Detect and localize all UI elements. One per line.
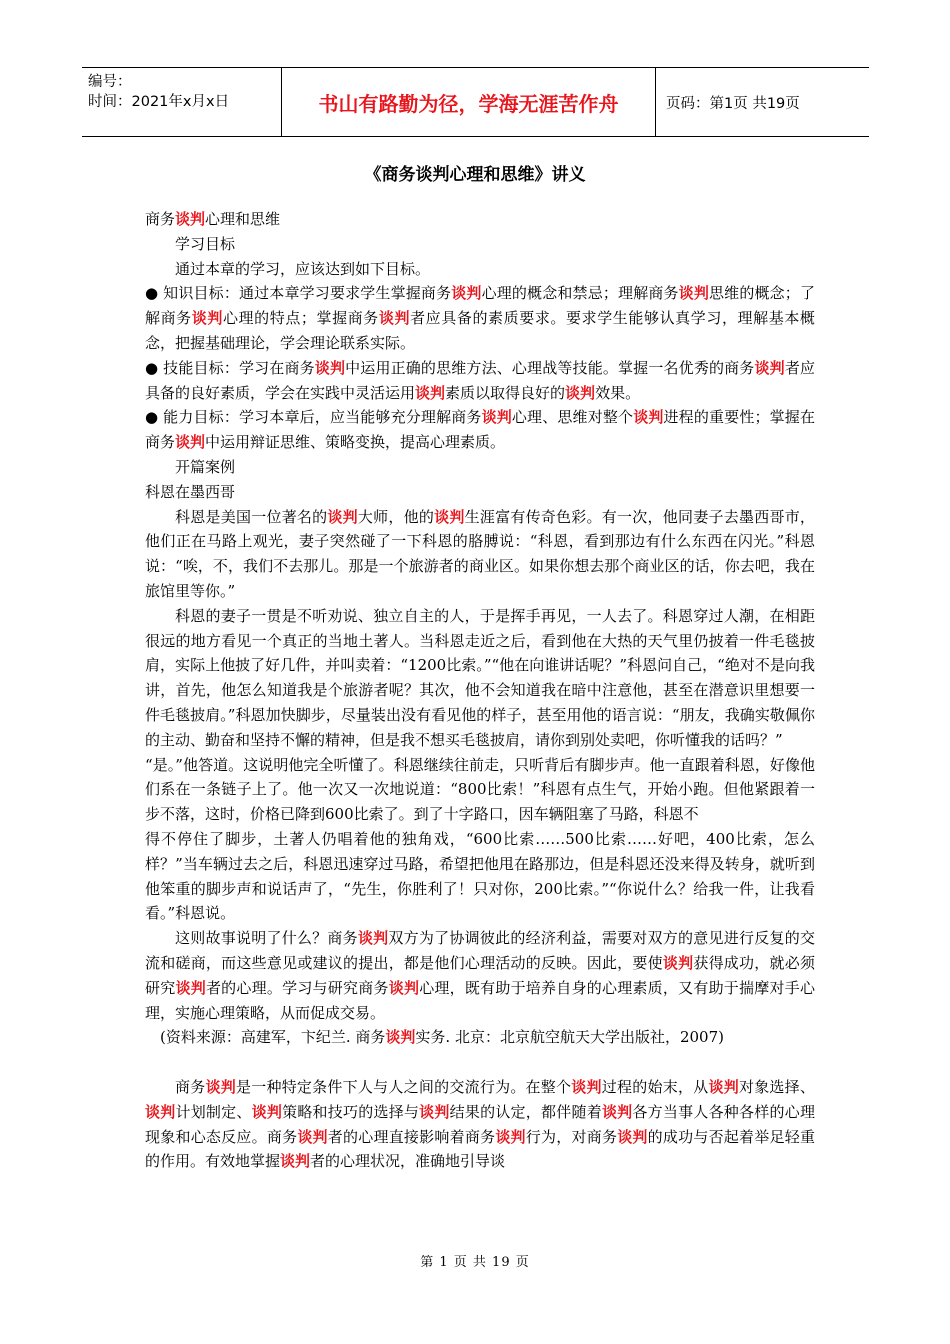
keyword-highlight: 谈判 [297, 1127, 328, 1146]
document-header [82, 67, 869, 137]
header-meta [82, 68, 282, 136]
keyword-highlight: 谈判 [662, 953, 694, 972]
number-label: 编号： [88, 74, 132, 90]
keyword-highlight: 谈判 [378, 309, 411, 328]
header-page-info: 页码：第1页 共19页 [666, 95, 800, 112]
paragraph: 开篇案例 [175, 457, 236, 476]
keyword-highlight: 谈判 [191, 309, 223, 328]
document-title: 《商务谈判心理和思维》讲义 [364, 165, 586, 185]
keyword-highlight: 谈判 [388, 978, 420, 997]
keyword-highlight: 谈判 [617, 1127, 648, 1146]
keyword-highlight: 谈判 [419, 1102, 450, 1121]
paragraph: 科恩的妻子一贯是不听劝说、独立自主的人，于是挥手再见，一人去了。科恩穿过人潮，在相距很远的地方看见一个真正的当地土著人。当科恩走近之后，看到他在大热的天气里仍披着一件毛毯披肩，实际上他披了好几件，并叫卖着：“1200比索。”“他在向谁讲话呢？”科恩问自己，“绝对不是向我讲，首先，他怎么知道我是个旅游者呢？其次，他不会知道我在暗中注意他，甚至在潜意识里想要一件毛毯披肩。”科恩加快脚步，尽量装出没有看见他的样子，甚至用他的语言说：“朋友，我确实敬佩你的主动、勤奋和坚持不懈的精神，但是我不想买毛毯披肩，请你到别处卖吧，你听懂我的话吗？” [145, 606, 815, 749]
paragraph: 商务谈判心理和思维 [145, 210, 281, 228]
paragraph: 通过本章的学习，应该达到如下目标。 [175, 259, 431, 278]
paragraph: “是。”他答道。这说明他完全听懂了。科恩继续往前走，只听背后有脚步声。他一直跟着科恩，好像他们系在一条链子上了。他一次又一次地说道：“800比索！”科恩有点生气，开始小跑。但他紧跟着一步不落，这时，价格已降到600比索了。到了十字路口，因车辆阻塞了马路，科恩不 [145, 755, 815, 824]
keyword-highlight: 谈判 [175, 433, 206, 452]
keyword-highlight: 谈判 [280, 1152, 311, 1171]
keyword-highlight: 谈判 [451, 284, 482, 303]
keyword-highlight: 谈判 [601, 1102, 633, 1121]
header-motto: 书山有路勤为径，学海无涯苦作舟 [282, 68, 656, 136]
paragraph: 学习目标 [175, 234, 236, 253]
keyword-highlight: 谈判 [754, 358, 785, 377]
keyword-highlight: 谈判 [251, 1102, 283, 1121]
paragraph: 科恩是美国一位著名的谈判大师，他的谈判生涯富有传奇色彩。有一次，他同妻子去墨西哥市，他们正在马路上观光，妻子突然碰了一下科恩的胳膊说：“科恩，看到那边有什么东西在闪光。”科恩说：“唉，不，我们不去那儿。那是一个旅游者的商业区。如果你想去那个商业区的话，你去吧，我在旅馆里等你。” [145, 507, 815, 600]
keyword-highlight: 谈判 [481, 408, 512, 427]
keyword-highlight: 谈判 [708, 1078, 739, 1097]
paragraph: 得不停住了脚步，土著人仍唱着他的独角戏，“600比索……500比索……好吧，400比索，怎么样？”当车辆过去之后，科恩迅速穿过马路，希望把他甩在路那边，但是科恩还没来得及转身，就听到他笨重的脚步声和说话声了，“先生，你胜利了！只对你，200比索。”“你说什么？给我一件，让我看看。”科恩说。 [145, 829, 815, 923]
keyword-highlight: 谈判 [678, 284, 709, 303]
keyword-highlight: 谈判 [327, 507, 358, 526]
keyword-highlight: 谈判 [415, 383, 446, 402]
paragraph: ● 能力目标：学习本章后，应当能够充分理解商务谈判心理、思维对整个谈判进程的重要性；掌握在商务谈判中运用辩证思维、策略变换，提高心理素质。 [145, 408, 815, 452]
page-footer: 第 1 页 共 19 页 [420, 1255, 530, 1270]
paragraph: (资料来源：高建军，卞纪兰. 商务谈判实务. 北京：北京航空航天大学出版社，2007) [160, 1028, 724, 1047]
keyword-highlight: 谈判 [175, 978, 206, 997]
paragraph: 这则故事说明了什么？商务谈判双方为了协调彼此的经济利益，需要对双方的意见进行反复的交流和磋商，而这些意见或建议的提出，都是他们心理活动的反映。因此，要使谈判获得成功，就必须研究谈判者的心理。学习与研究商务谈判心理，既有助于培养自身的心理素质，又有助于揣摩对手心理，实施心理策略，从而促成交易。 [145, 929, 815, 1022]
keyword-highlight: 谈判 [145, 1102, 176, 1121]
keyword-highlight: 谈判 [205, 1078, 236, 1097]
keyword-highlight: 谈判 [565, 383, 596, 402]
paragraph: ● 技能目标：学习在商务谈判中运用正确的思维方法、心理战等技能。掌握一名优秀的商务谈判者应具备的良好素质，学会在实践中灵活运用谈判素质以取得良好的谈判效果。 [145, 358, 815, 402]
keyword-highlight: 谈判 [495, 1127, 526, 1146]
paragraph: ● 知识目标：通过本章学习要求学生掌握商务谈判心理的概念和禁忌；理解商务谈判思维的概念；了解商务谈判心理的特点；掌握商务谈判者应具备的素质要求。要求学生能够认真学习，理解基本概念，把握基础理论，学会理论联系实际。 [145, 284, 815, 352]
keyword-highlight: 谈判 [571, 1078, 602, 1097]
paragraph-gap [145, 1050, 815, 1075]
document-body [145, 207, 815, 1174]
keyword-highlight: 谈判 [434, 507, 465, 526]
keyword-highlight: 谈判 [175, 210, 206, 228]
keyword-highlight: 谈判 [314, 358, 346, 377]
keyword-highlight: 谈判 [633, 408, 664, 427]
keyword-highlight: 谈判 [385, 1028, 416, 1047]
paragraph: 商务谈判是一种特定条件下人与人之间的交流行为。在整个谈判过程的始末，从谈判对象选择、谈判计划制定、谈判策略和技巧的选择与谈判结果的认定，都伴随着谈判各方当事人各种各样的心理现象和心态反应。商务谈判者的心理直接影响着商务谈判行为，对商务谈判的成功与否起着举足轻重的作用。有效地掌握谈判者的心理状况，准确地引导谈 [145, 1078, 815, 1171]
paragraph: 科恩在墨西哥 [145, 482, 236, 501]
time-label: 时间：2021年x月x日 [88, 94, 230, 110]
keyword-highlight: 谈判 [357, 929, 389, 948]
